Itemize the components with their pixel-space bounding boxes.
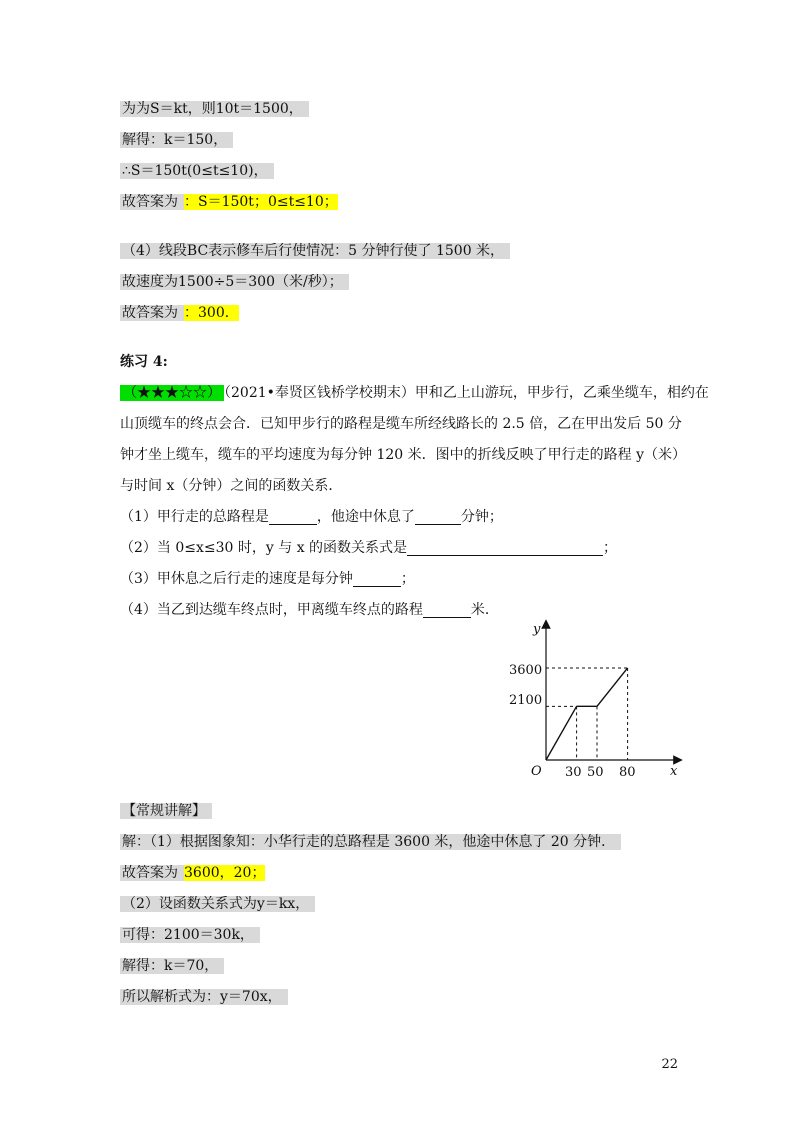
problem-line-3: 钟才坐上缆车，缆车的平均速度为每分钟 120 米．图中的折线反映了甲行走的路程 y（米） <box>120 447 686 463</box>
answer-blank <box>407 537 603 556</box>
explanation-line-6: 所以解析式为：y＝70x， <box>120 984 288 1010</box>
problem-line-1: （★★★☆☆） （2021•奉贤区钱桥学校期末）甲和乙上山游玩，甲步行，乙乘坐缆车，相约在 <box>120 380 709 406</box>
problem-line-2: 山顶缆车的终点会合．已知甲步行的路程是缆车所经线路长的 2.5 倍，乙在甲出发后 50 分 <box>120 416 682 432</box>
answer-blank <box>423 599 471 618</box>
question-2: （2）当 0≤x≤30 时，y 与 x 的函数关系式是 ； <box>120 535 617 561</box>
explanation-heading: 【常规讲解】 <box>120 798 212 824</box>
question-1: （1）甲行走的总路程是 ，他途中休息了 分钟； <box>120 504 503 530</box>
solution-line-2: 解得：k＝150， <box>120 127 233 153</box>
question-4: （4）当乙到达缆车终点时，甲离缆车终点的路程 米． <box>120 597 499 623</box>
x-tick-label: 30 <box>565 765 582 780</box>
part4-line-1: （4）线段BC表示修车后行使情况：5 分钟行使了 1500 米， <box>120 238 510 264</box>
answer-line-1: 故答案为 ：S＝150t；0≤t≤10； <box>122 194 338 210</box>
explanation-line-4: 可得：2100＝30k， <box>120 922 260 948</box>
answer-line-2: 故答案为 ：300． <box>122 305 239 321</box>
explanation-line-1: 解：（1）根据图象知：小华行走的总路程是 3600 米，他途中休息了 20 分钟． <box>120 829 621 855</box>
answer-highlight: ：S＝150t；0≤t≤10； <box>184 194 338 210</box>
x-tick-label: 80 <box>619 765 636 780</box>
explanation-line-5: 解得：k＝70， <box>120 953 224 979</box>
question-3: （3）甲休息之后行走的速度是每分钟 ； <box>120 566 415 592</box>
answer-highlight: ：300． <box>184 305 239 321</box>
answer-blank <box>415 506 461 525</box>
solution-line-1: 为为S＝kt，则10t＝1500， <box>120 96 309 122</box>
page-number: 22 <box>661 1057 678 1072</box>
part4-line-2: 故速度为1500÷5＝300（米/秒）； <box>120 269 349 295</box>
y-tick-label: 2100 <box>509 693 543 708</box>
y-tick-label: 3600 <box>509 663 543 678</box>
graph-segment <box>597 668 628 706</box>
y-axis-label: y <box>533 622 541 637</box>
origin-label: O <box>531 764 542 779</box>
answer-line-3: 故答案为 3600，20； <box>122 865 266 881</box>
x-tick-label: 50 <box>587 765 604 780</box>
solution-line-3: ∴S＝150t(0≤t≤10)， <box>120 158 274 184</box>
answer-highlight: 3600，20； <box>184 865 266 881</box>
exercise-heading: 练习 4: <box>120 354 168 370</box>
answer-blank <box>353 568 401 587</box>
answer-blank <box>269 506 317 525</box>
graph-segment <box>546 706 577 760</box>
problem-line-4: 与时间 x（分钟）之间的函数关系． <box>120 478 343 494</box>
x-axis-label: x <box>670 764 678 779</box>
explanation-line-3: （2）设函数关系式为y＝kx， <box>120 891 315 917</box>
difficulty-stars: （★★★☆☆） <box>120 385 224 401</box>
